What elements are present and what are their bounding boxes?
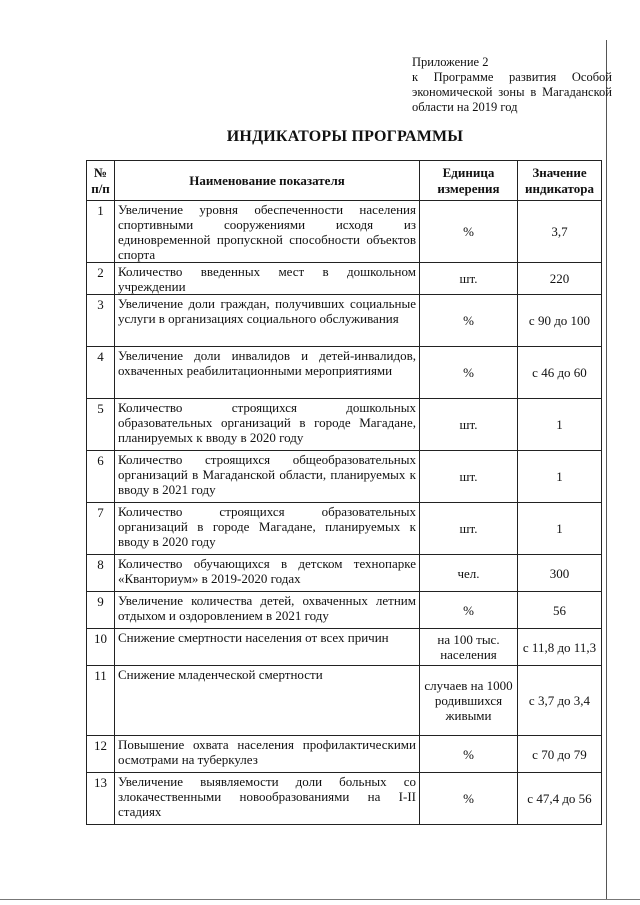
- indicator-value: 300: [518, 555, 602, 592]
- unit-of-measure: %: [420, 295, 518, 347]
- table-row: [87, 201, 602, 263]
- table-row: [87, 399, 602, 451]
- appendix-line: экономической зоны в Магаданской: [412, 85, 612, 99]
- row-number: 1: [87, 201, 115, 263]
- unit-of-measure: шт.: [420, 263, 518, 295]
- unit-of-measure: случаев на 1000 родившихся живыми: [420, 666, 518, 736]
- row-number: 13: [87, 773, 115, 825]
- unit-of-measure: шт.: [420, 399, 518, 451]
- table-header-row: [87, 161, 602, 201]
- row-number: 8: [87, 555, 115, 592]
- unit-of-measure: чел.: [420, 555, 518, 592]
- row-number: 10: [87, 629, 115, 666]
- indicators-table: [86, 160, 602, 825]
- indicator-value: с 11,8 до 11,3: [518, 629, 602, 666]
- table-row: [87, 736, 602, 773]
- indicator-name: Повышение охвата населения профилактическими осмотрами на туберкулез: [115, 736, 420, 773]
- indicator-name: Увеличение количества детей, охваченных летним отдыхом и оздоровлением в 2021 году: [115, 592, 420, 629]
- scan-bottom-line: [0, 899, 640, 900]
- indicator-name: Увеличение выявляемости доли больных со злокачественными новообразованиями на I-II стадиях: [115, 773, 420, 825]
- page-title: ИНДИКАТОРЫ ПРОГРАММЫ: [226, 128, 464, 145]
- row-number: 6: [87, 451, 115, 503]
- indicator-value: 3,7: [518, 201, 602, 263]
- indicator-name: Количество строящихся образовательных организаций в городе Магадане, планируемых к вводу в 2020 году: [115, 503, 420, 555]
- indicator-name: Количество строящихся дошкольных образовательных организаций в городе Магадане, планируемых к вводу в 2020 году: [115, 399, 420, 451]
- indicator-name: Снижение смертности населения от всех причин: [115, 629, 420, 666]
- table-row: [87, 295, 602, 347]
- appendix-line: области на 2019 год: [412, 100, 518, 114]
- table-row: [87, 263, 602, 295]
- unit-of-measure: шт.: [420, 451, 518, 503]
- row-number: 3: [87, 295, 115, 347]
- indicator-name: Увеличение доли инвалидов и детей-инвалидов, охваченных реабилитационными мероприятиями: [115, 347, 420, 399]
- unit-of-measure: %: [420, 201, 518, 263]
- indicator-value: с 3,7 до 3,4: [518, 666, 602, 736]
- unit-of-measure: %: [420, 592, 518, 629]
- appendix-line: Приложение 2: [412, 55, 489, 69]
- indicator-value: 56: [518, 592, 602, 629]
- appendix-line: к Программе развития Особой: [412, 70, 612, 84]
- table-row: [87, 592, 602, 629]
- unit-of-measure: %: [420, 347, 518, 399]
- row-number: 7: [87, 503, 115, 555]
- table-row: [87, 629, 602, 666]
- unit-of-measure: на 100 тыс. населения: [420, 629, 518, 666]
- row-number: 2: [87, 263, 115, 295]
- row-number: 11: [87, 666, 115, 736]
- indicator-name: Увеличение доли граждан, получивших социальные услуги в организациях социального обслуживания: [115, 295, 420, 347]
- header-value: Значение индикатора: [518, 161, 602, 201]
- row-number: 5: [87, 399, 115, 451]
- header-unit: Единица измерения: [420, 161, 518, 201]
- indicator-value: с 70 до 79: [518, 736, 602, 773]
- table-row: [87, 555, 602, 592]
- appendix-note: [412, 55, 612, 115]
- indicator-value: с 47,4 до 56: [518, 773, 602, 825]
- indicator-name: Снижение младенческой смертности: [115, 666, 420, 736]
- row-number: 12: [87, 736, 115, 773]
- scan-edge-line: [606, 40, 607, 900]
- table-row: [87, 503, 602, 555]
- indicator-name: Увеличение уровня обеспеченности населения спортивными сооружениями исходя из единовременной пропускной способности объектов спорта: [115, 201, 420, 263]
- indicator-value: 1: [518, 503, 602, 555]
- header-num: № п/п: [87, 161, 115, 201]
- table-row: [87, 451, 602, 503]
- table-row: [87, 347, 602, 399]
- row-number: 9: [87, 592, 115, 629]
- table-row: [87, 666, 602, 736]
- unit-of-measure: %: [420, 736, 518, 773]
- row-number: 4: [87, 347, 115, 399]
- indicator-name: Количество введенных мест в дошкольном учреждении: [115, 263, 420, 295]
- indicator-name: Количество обучающихся в детском технопарке «Кванториум» в 2019-2020 годах: [115, 555, 420, 592]
- header-name: Наименование показателя: [115, 161, 420, 201]
- indicator-value: 1: [518, 399, 602, 451]
- table-row: [87, 773, 602, 825]
- indicator-value: 220: [518, 263, 602, 295]
- indicator-name: Количество строящихся общеобразовательных организаций в Магаданской области, планируемых к вводу в 2021 году: [115, 451, 420, 503]
- unit-of-measure: шт.: [420, 503, 518, 555]
- indicator-value: с 90 до 100: [518, 295, 602, 347]
- unit-of-measure: %: [420, 773, 518, 825]
- indicator-value: с 46 до 60: [518, 347, 602, 399]
- indicator-value: 1: [518, 451, 602, 503]
